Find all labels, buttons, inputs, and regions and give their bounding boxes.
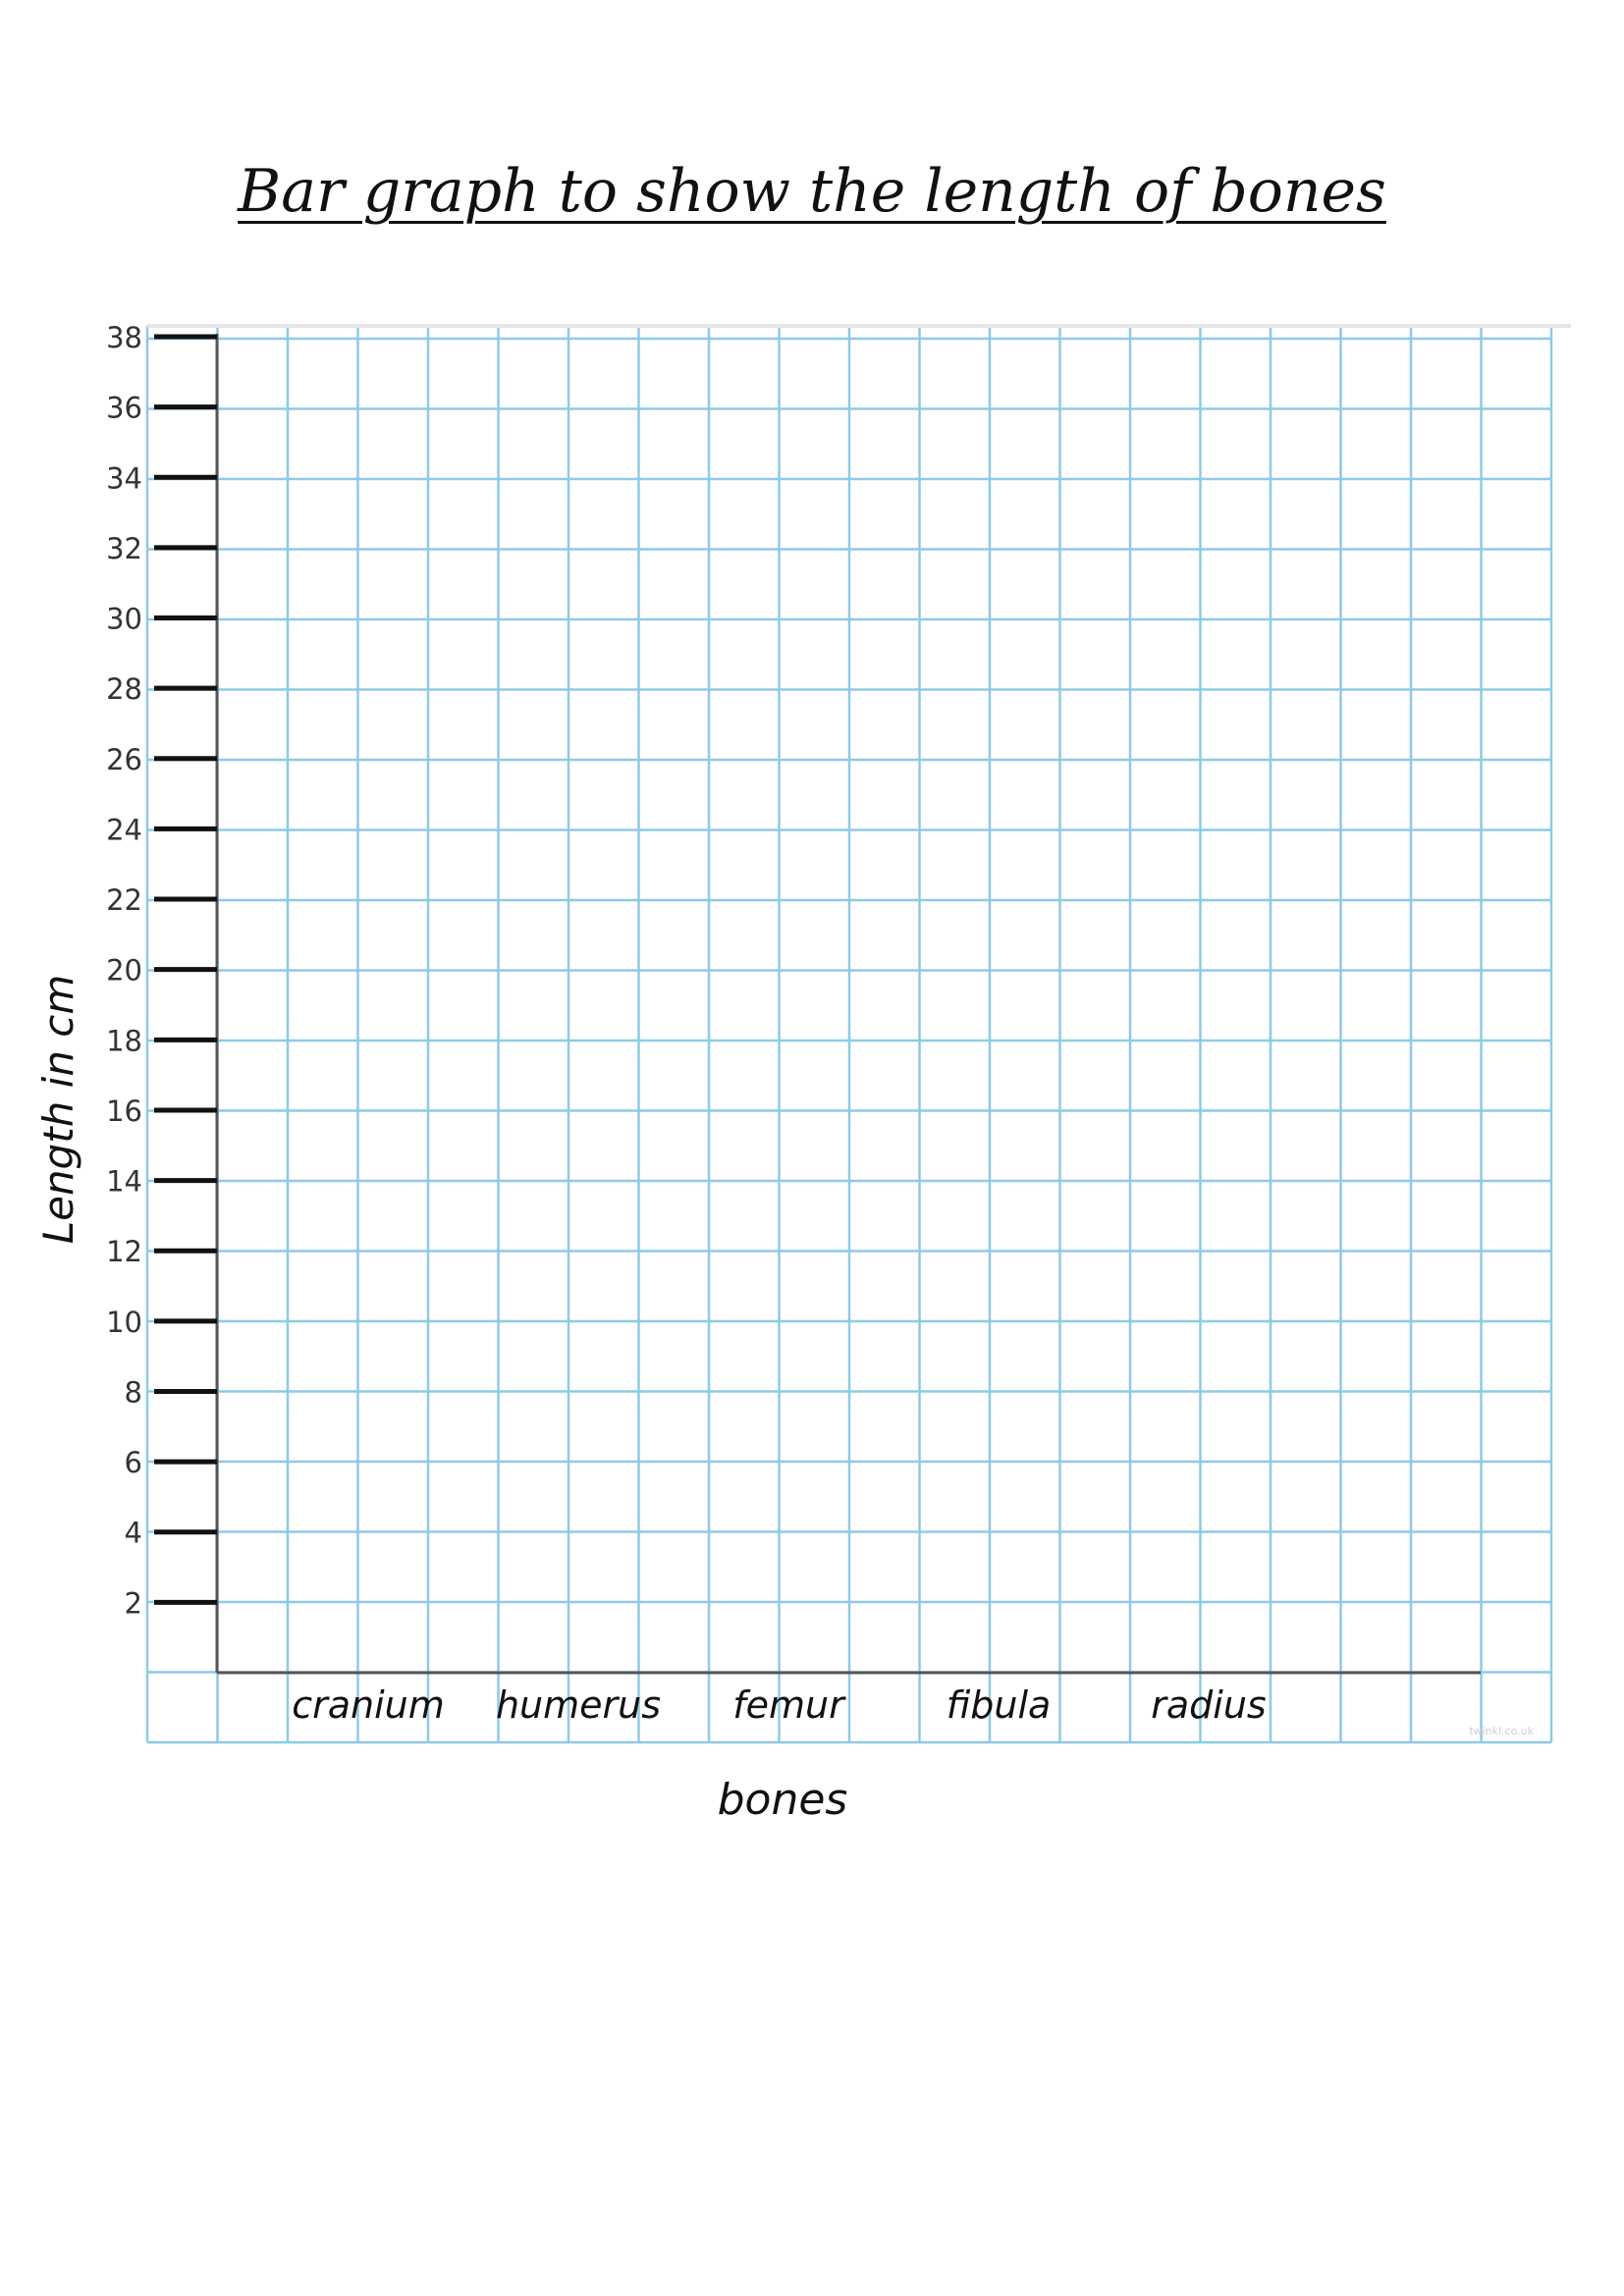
chart-title: Bar graph to show the length of bones	[238, 157, 1386, 226]
y-tick-label: 4	[124, 1516, 142, 1550]
y-tick-label: 18	[106, 1024, 142, 1058]
y-tick-label: 32	[106, 531, 142, 565]
y-tick-label: 2	[124, 1586, 142, 1621]
y-tick-label: 8	[124, 1375, 142, 1410]
x-category-label-humerus: humerus	[495, 1683, 662, 1727]
y-tick-label: 36	[106, 391, 142, 425]
y-tick-label: 24	[106, 813, 142, 847]
y-tick-label: 14	[106, 1164, 142, 1199]
y-tick-label: 34	[106, 461, 142, 496]
y-tick-label: 20	[106, 953, 142, 988]
y-tick-label: 10	[106, 1305, 142, 1339]
y-tick-label: 38	[106, 321, 142, 354]
watermark-text: twinkl.co.uk	[1469, 1725, 1534, 1737]
y-tick-label: 22	[106, 883, 142, 918]
y-tick-label: 28	[106, 672, 142, 707]
y-tick-label: 30	[106, 602, 142, 636]
x-category-label-femur: femur	[732, 1683, 844, 1727]
y-tick-label: 26	[106, 742, 142, 776]
y-tick-label: 6	[124, 1446, 142, 1480]
x-axis-title: bones	[717, 1775, 848, 1825]
x-category-label-fibula: fibula	[946, 1683, 1052, 1727]
y-tick-label: 12	[106, 1235, 142, 1269]
y-tick-label: 16	[106, 1094, 142, 1128]
y-axis-title: Length in cm	[34, 974, 82, 1245]
x-category-label-cranium: cranium	[292, 1683, 445, 1727]
x-category-label-radius: radius	[1151, 1683, 1267, 1727]
